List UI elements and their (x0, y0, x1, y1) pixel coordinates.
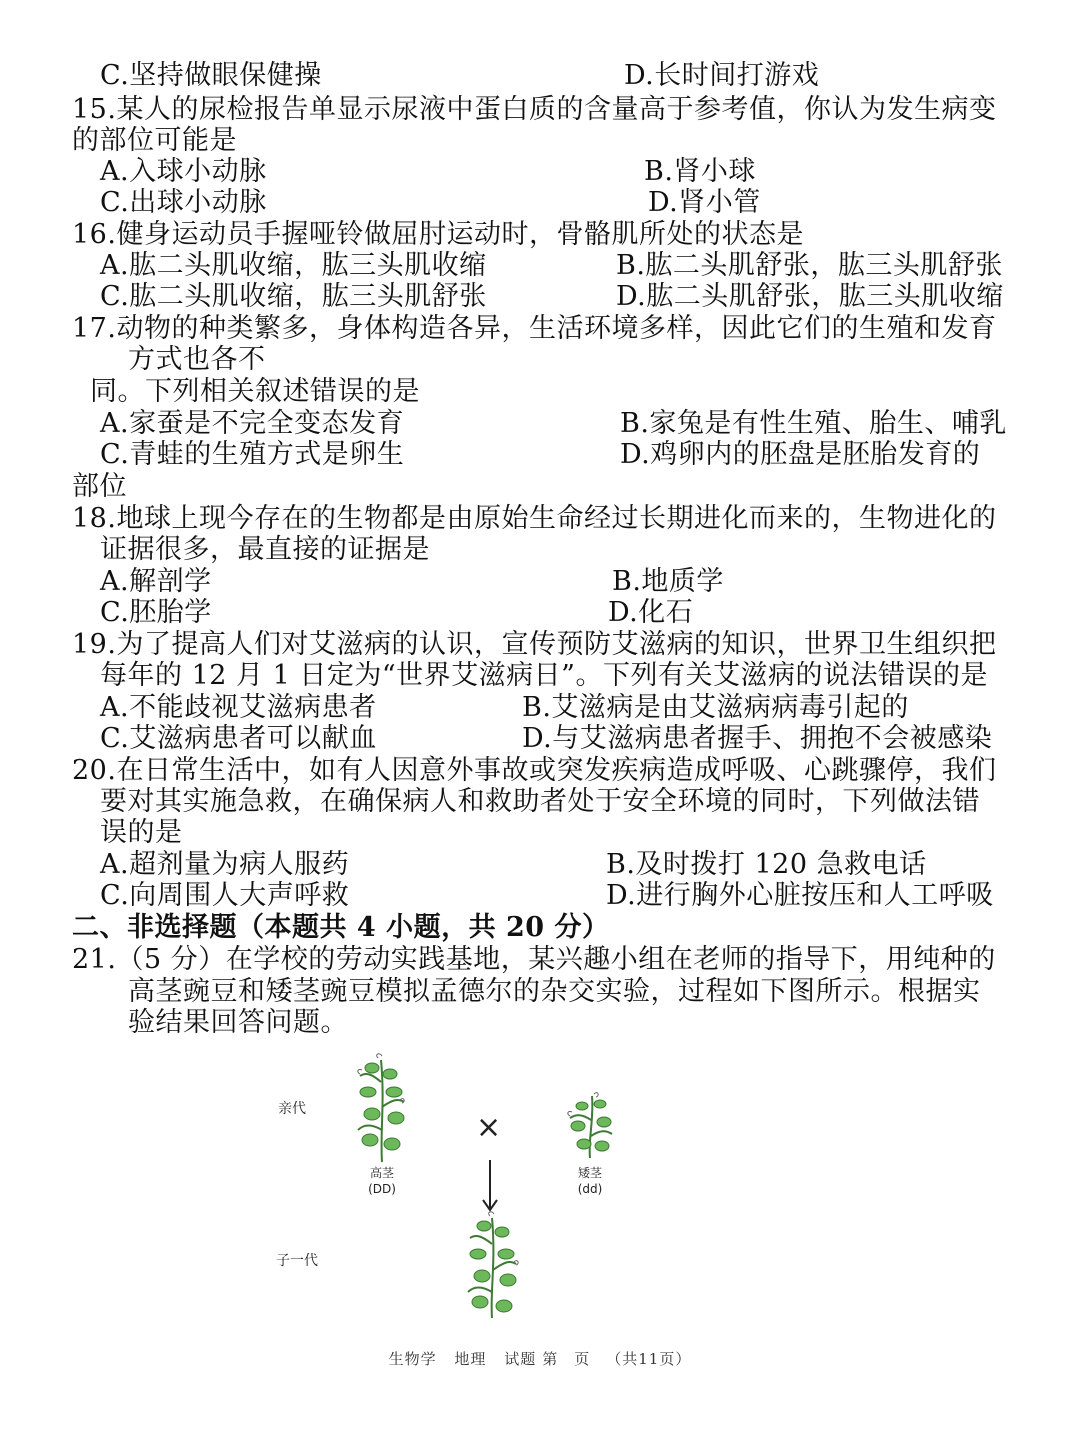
option-c: C.艾滋病患者可以献血 (100, 723, 377, 754)
question-15-stem-cont: 的部位可能是 (72, 125, 237, 156)
cross-symbol: × (476, 1110, 502, 1145)
option-b: B.地质学 (612, 566, 724, 597)
option-c: C.胚胎学 (100, 597, 212, 628)
footer-total: （共11页） (606, 1350, 692, 1368)
option-a: A.解剖学 (100, 566, 212, 597)
section-heading: 二、非选择题（本题共 4 小题，共 20 分） (72, 912, 610, 943)
option-b: B.肾小球 (644, 156, 756, 187)
question-18-stem-cont: 证据很多，最直接的证据是 (100, 534, 430, 565)
down-arrow-icon (480, 1160, 500, 1212)
option-a: A.不能歧视艾滋病患者 (100, 692, 377, 723)
option-b: B.肱二头肌舒张，肱三头肌舒张 (616, 250, 1003, 281)
option-d: D.鸡卵内的胚盘是胚胎发育的 (620, 439, 981, 470)
question-20-stem: 20.在日常生活中，如有人因意外事故或突发疾病造成呼吸、心跳骤停，我们 (72, 755, 997, 786)
dwarf-plant-genotype: (dd) (577, 1182, 603, 1196)
question-17-stem-cont: 方式也各不 (128, 344, 266, 375)
option-d: D.进行胸外心脏按压和人工呼吸 (606, 880, 994, 911)
tall-plant-name: 高茎 (369, 1166, 394, 1180)
option-a: A.家蚕是不完全变态发育 (100, 408, 405, 439)
footer-exam: 试题 (504, 1350, 537, 1368)
footer-page-prefix: 第 (542, 1350, 559, 1368)
parent-generation-label: 亲代 (278, 1101, 306, 1117)
option-d-cont: 部位 (72, 471, 127, 502)
option-d: D.与艾滋病患者握手、拥抱不会被感染 (522, 723, 993, 754)
option-d: D.化石 (608, 597, 694, 628)
option-a: A.肱二头肌收缩，肱三头肌收缩 (100, 250, 487, 281)
tall-pea-plant-icon (352, 1052, 412, 1164)
question-19-stem-cont: 每年的 12 月 1 日定为“世界艾滋病日”。下列有关艾滋病的说法错误的是 (100, 660, 988, 691)
page-footer (0, 1348, 1080, 1369)
option-a: A.超剂量为病人服药 (100, 849, 350, 880)
question-17-stem-cont: 同。下列相关叙述错误的是 (90, 376, 420, 407)
option-c: C.出球小动脉 (100, 187, 267, 218)
option-d: D.肱二头肌舒张，肱三头肌收缩 (616, 281, 1004, 312)
question-21-stem: 21.（5 分）在学校的劳动实践基地，某兴趣小组在老师的指导下，用纯种的 (72, 944, 996, 975)
option-c: C.青蛙的生殖方式是卵生 (100, 439, 405, 470)
option-c: C.肱二头肌收缩，肱三头肌舒张 (100, 281, 487, 312)
question-17-stem: 17.动物的种类繁多，身体构造各异，生活环境多样，因此它们的生殖和发育 (72, 313, 997, 344)
option-d: D.长时间打游戏 (624, 60, 820, 91)
question-15-stem: 15.某人的尿检报告单显示尿液中蛋白质的含量高于参考值，你认为发生病变 (72, 94, 997, 125)
question-16-stem: 16.健身运动员手握哑铃做屈肘运动时，骨骼肌所处的状态是 (72, 219, 804, 250)
question-18-stem: 18.地球上现今存在的生物都是由原始生命经过长期进化而来的，生物进化的 (72, 503, 997, 534)
offspring-generation-label: 子一代 (276, 1253, 318, 1269)
offspring-pea-plant-icon (462, 1212, 524, 1320)
question-21-stem-cont: 验结果回答问题。 (128, 1007, 348, 1038)
option-b: B.家兔是有性生殖、胎生、哺乳 (620, 408, 1007, 439)
question-20-stem-cont: 误的是 (100, 817, 183, 848)
dwarf-pea-plant-icon (564, 1090, 618, 1160)
footer-subject: 生物学 (388, 1350, 437, 1368)
question-20-stem-cont: 要对其实施急救，在确保病人和救助者处于安全环境的同时，下列做法错 (100, 786, 980, 817)
dwarf-plant-name: 矮茎 (577, 1166, 602, 1180)
option-d: D.肾小管 (648, 187, 761, 218)
option-b: B.及时拨打 120 急救电话 (606, 849, 927, 880)
option-a: A.入球小动脉 (100, 156, 267, 187)
footer-subject-2: 地理 (454, 1350, 487, 1368)
option-c: C.向周围人大声呼救 (100, 880, 350, 911)
tall-plant-genotype: (DD) (368, 1182, 396, 1196)
option-b: B.艾滋病是由艾滋病病毒引起的 (522, 692, 909, 723)
question-21-stem-cont: 高茎豌豆和矮茎豌豆模拟孟德尔的杂交实验，过程如下图所示。根据实 (128, 976, 981, 1007)
footer-page-suffix: 页 (574, 1350, 591, 1368)
option-c: C.坚持做眼保健操 (100, 60, 322, 91)
question-19-stem: 19.为了提高人们对艾滋病的认识，宣传预防艾滋病的知识，世界卫生组织把 (72, 629, 997, 660)
